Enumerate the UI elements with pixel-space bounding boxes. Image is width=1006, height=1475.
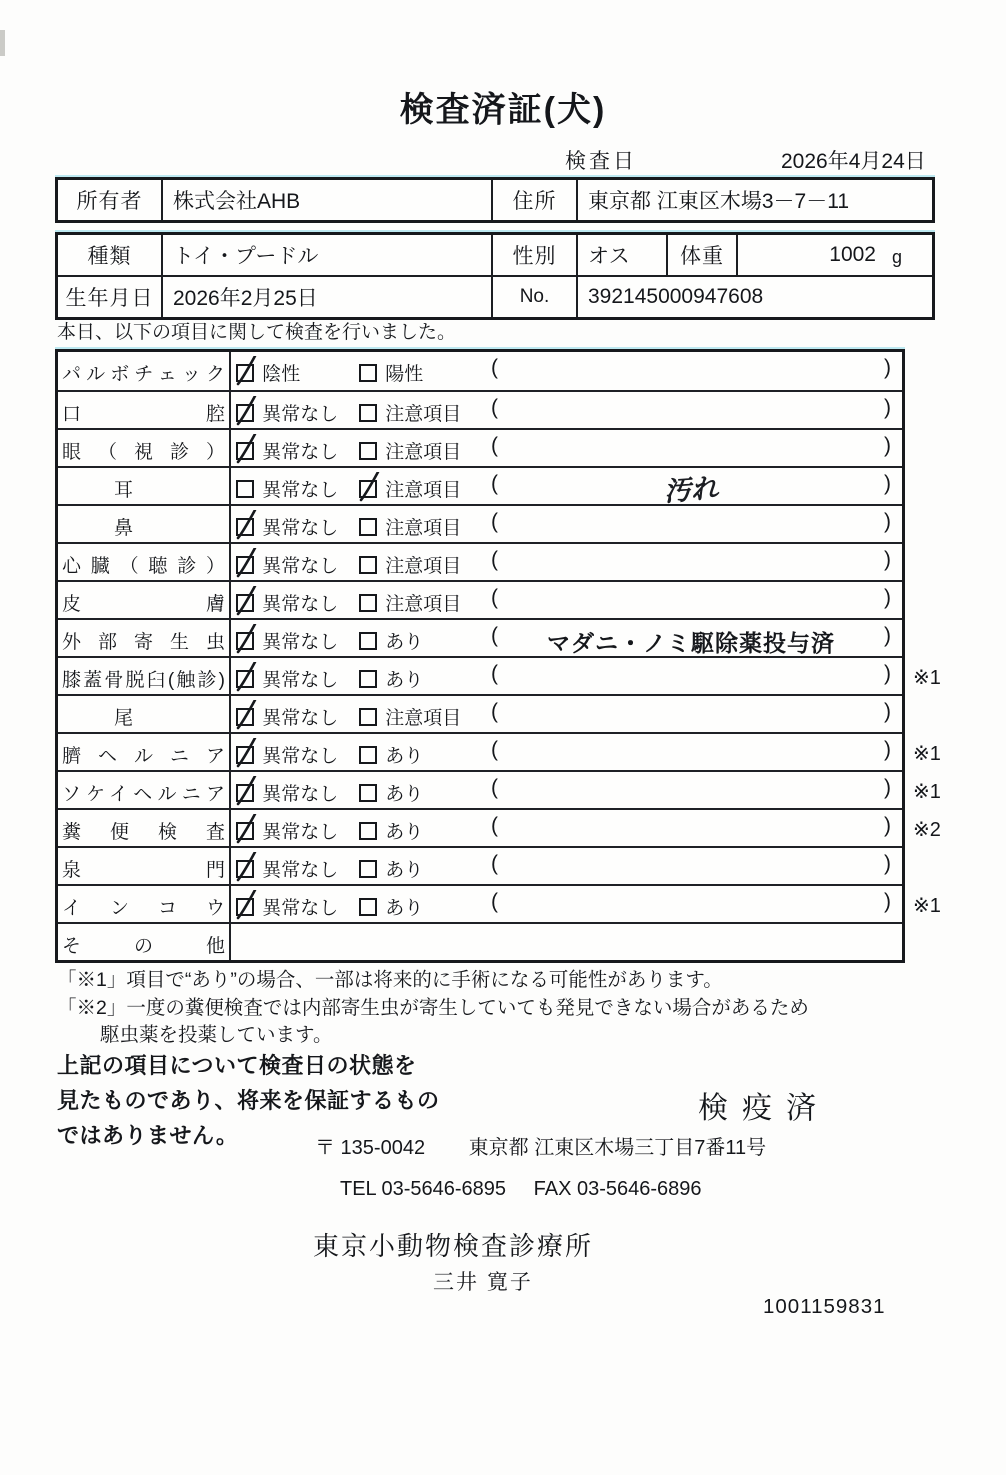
option-1-label: 異常なし bbox=[262, 594, 339, 615]
checklist-item-body bbox=[231, 544, 902, 580]
checkbox-icon bbox=[236, 708, 254, 726]
checkbox-icon bbox=[236, 860, 254, 878]
checkbox-icon bbox=[236, 784, 254, 802]
intro-text: 本日、以下の項目に関して検査を行いました。 bbox=[57, 322, 457, 343]
birthdate-number-row bbox=[58, 275, 932, 317]
open-paren: ( bbox=[491, 624, 498, 647]
option-2-label: 注意項目 bbox=[385, 708, 462, 729]
option-1-label: 異常なし bbox=[262, 822, 339, 843]
close-paren: ) bbox=[884, 662, 891, 685]
checklist-option-1 bbox=[236, 741, 338, 768]
close-paren: ) bbox=[884, 852, 891, 875]
option-1-label: 陰性 bbox=[262, 364, 301, 385]
checklist-row bbox=[58, 542, 902, 580]
result-parenthetical bbox=[491, 510, 891, 534]
checkbox-icon bbox=[236, 556, 254, 574]
checklist-item-label: 耳 bbox=[58, 468, 231, 504]
checklist-item-label: 眼（視診） bbox=[58, 430, 231, 466]
checklist-item-label: インコウ bbox=[58, 886, 231, 922]
clinic-phone-line bbox=[340, 1178, 702, 1201]
checkbox-icon bbox=[236, 364, 254, 382]
checkbox-icon bbox=[359, 860, 377, 878]
checklist-option-2 bbox=[359, 399, 461, 426]
checklist-option-2 bbox=[359, 589, 461, 616]
open-paren: ( bbox=[491, 356, 498, 379]
checkmark-icon bbox=[235, 662, 259, 694]
checkbox-icon bbox=[359, 480, 377, 498]
reference-mark: ※1 bbox=[913, 781, 941, 803]
checklist-row bbox=[58, 922, 902, 960]
option-1-label: 異常なし bbox=[262, 632, 339, 653]
result-parenthetical bbox=[491, 586, 891, 610]
owner-row bbox=[58, 180, 932, 220]
open-paren: ( bbox=[491, 472, 498, 495]
footnote-2-line-1: 「※2」一度の糞便検査では内部寄生虫が寄生していても発見できない場合があるため bbox=[57, 997, 809, 1019]
checklist-item-label: 泉門 bbox=[58, 848, 231, 884]
checklist-item-label: 外部寄生虫 bbox=[58, 620, 231, 656]
open-paren: ( bbox=[491, 700, 498, 723]
checkbox-icon bbox=[359, 822, 377, 840]
checklist-option-2 bbox=[359, 627, 423, 654]
open-paren: ( bbox=[491, 776, 498, 799]
checklist-option-2 bbox=[359, 513, 461, 540]
veterinarian-name: 三井 寛子 bbox=[433, 1271, 533, 1294]
result-parenthetical bbox=[491, 852, 891, 876]
checklist-item-body bbox=[231, 658, 941, 694]
option-1-label: 異常なし bbox=[262, 670, 339, 691]
quarantine-stamp: 検疫済 bbox=[698, 1092, 830, 1125]
checklist-option-2 bbox=[359, 779, 423, 806]
breed-sex-weight-row bbox=[58, 235, 932, 275]
close-paren: ) bbox=[884, 510, 891, 533]
checklist-row bbox=[58, 808, 941, 846]
option-1-label: 異常なし bbox=[262, 518, 339, 539]
checklist-option-2 bbox=[359, 741, 423, 768]
disclaimer-line-1: 上記の項目について検査日の状態を bbox=[57, 1053, 417, 1078]
checkbox-icon bbox=[236, 670, 254, 688]
checkmark-icon bbox=[235, 700, 259, 732]
close-paren: ) bbox=[884, 624, 891, 647]
owner-table bbox=[55, 177, 935, 223]
checklist-item-body bbox=[231, 924, 902, 960]
option-2-label: 陽性 bbox=[385, 364, 424, 385]
checkmark-icon bbox=[235, 738, 259, 770]
result-parenthetical bbox=[491, 814, 891, 838]
option-1-label: 異常なし bbox=[262, 746, 339, 767]
open-paren: ( bbox=[491, 510, 498, 533]
close-paren: ) bbox=[884, 814, 891, 837]
checkbox-icon bbox=[359, 632, 377, 650]
checkbox-icon bbox=[359, 746, 377, 764]
checkmark-icon bbox=[235, 776, 259, 808]
reference-mark: ※1 bbox=[913, 667, 941, 689]
checklist-item-body bbox=[231, 506, 902, 542]
checklist-item-label: ソケイヘルニア bbox=[58, 772, 231, 808]
checklist-item-body bbox=[231, 620, 902, 656]
option-2-label: あり bbox=[385, 860, 424, 881]
checkmark-icon bbox=[235, 356, 259, 388]
disclaimer-line-3: ではありません。 bbox=[57, 1123, 239, 1148]
checklist-row bbox=[58, 732, 941, 770]
checkmark-icon bbox=[235, 890, 259, 922]
checklist-option-2 bbox=[359, 817, 423, 844]
serial-number: 1001159831 bbox=[763, 1295, 886, 1318]
checklist-option-1 bbox=[236, 551, 338, 578]
option-1-label: 異常なし bbox=[262, 898, 339, 919]
checklist-option-1 bbox=[236, 399, 338, 426]
checklist-row bbox=[58, 390, 902, 428]
checklist-item-body bbox=[231, 352, 902, 390]
checklist-row bbox=[58, 504, 902, 542]
checklist-item-body bbox=[231, 886, 941, 922]
checkbox-icon bbox=[359, 784, 377, 802]
checklist-option-1 bbox=[236, 665, 338, 692]
result-text: 汚れ bbox=[662, 473, 719, 508]
checklist-row bbox=[58, 884, 941, 922]
clinic-tel: TEL 03-5646-6895 bbox=[340, 1178, 507, 1200]
option-1-label: 異常なし bbox=[262, 708, 339, 729]
option-2-label: 注意項目 bbox=[385, 518, 462, 539]
checklist-item-body bbox=[231, 392, 902, 428]
checklist-item-body bbox=[231, 468, 902, 508]
checklist-row bbox=[58, 466, 902, 508]
close-paren: ) bbox=[884, 738, 891, 761]
pet-info-table bbox=[55, 232, 935, 320]
checklist-option-2 bbox=[359, 893, 423, 920]
option-1-label: 異常なし bbox=[262, 556, 339, 577]
checkbox-icon bbox=[236, 442, 254, 460]
option-2-label: 注意項目 bbox=[385, 442, 462, 463]
checklist-item-body bbox=[231, 734, 941, 770]
weight-unit: g bbox=[891, 246, 902, 267]
reference-mark: ※1 bbox=[913, 743, 941, 765]
checkmark-icon bbox=[235, 814, 259, 846]
checklist-option-2 bbox=[359, 359, 423, 386]
checklist-item-label: 糞便検査 bbox=[58, 810, 231, 846]
option-2-label: あり bbox=[385, 898, 424, 919]
checklist-row bbox=[58, 428, 902, 466]
option-2-label: あり bbox=[385, 746, 424, 767]
close-paren: ) bbox=[884, 434, 891, 457]
result-text: マダニ・ノミ駆除薬投与済 bbox=[547, 630, 835, 656]
checklist-option-1 bbox=[236, 703, 338, 730]
checklist-row bbox=[58, 694, 902, 732]
weight-label-cell: 体重 bbox=[666, 235, 736, 275]
checkbox-icon bbox=[359, 708, 377, 726]
close-paren: ) bbox=[884, 396, 891, 419]
checklist-item-body bbox=[231, 810, 941, 846]
postal-code: 〒 135-0042 bbox=[315, 1137, 426, 1159]
result-parenthetical bbox=[491, 662, 891, 686]
checkmark-icon bbox=[235, 852, 259, 884]
checkmark-icon bbox=[235, 434, 259, 466]
checkbox-icon bbox=[236, 480, 254, 498]
open-paren: ( bbox=[491, 548, 498, 571]
close-paren: ) bbox=[884, 776, 891, 799]
checklist-item-body bbox=[231, 696, 902, 732]
option-2-label: 注意項目 bbox=[385, 594, 462, 615]
checklist-row bbox=[58, 656, 941, 694]
checklist-item-label: 尾 bbox=[58, 696, 231, 732]
checklist-option-2 bbox=[359, 855, 423, 882]
footnote-2-line-2: 駆虫薬を投薬しています。 bbox=[100, 1024, 333, 1046]
checklist-option-2 bbox=[359, 437, 461, 464]
result-parenthetical bbox=[491, 624, 891, 658]
open-paren: ( bbox=[491, 586, 498, 609]
checklist-item-body bbox=[231, 848, 902, 884]
checkbox-icon bbox=[236, 594, 254, 612]
option-2-label: あり bbox=[385, 822, 424, 843]
breed-label-cell: 種類 bbox=[87, 245, 132, 268]
checkbox-icon bbox=[359, 670, 377, 688]
open-paren: ( bbox=[491, 396, 498, 419]
checklist-item-label: その他 bbox=[58, 924, 231, 960]
checklist-option-1 bbox=[236, 359, 300, 386]
result-parenthetical bbox=[491, 548, 891, 572]
checkbox-icon bbox=[359, 898, 377, 916]
option-2-label: あり bbox=[385, 632, 424, 653]
checklist-row bbox=[58, 580, 902, 618]
sex-value-cell: オス bbox=[576, 235, 666, 275]
checklist-option-2 bbox=[359, 475, 461, 502]
checkmark-icon bbox=[358, 472, 382, 504]
address-value-cell: 東京都 江東区木場3－7－11 bbox=[576, 180, 932, 220]
checkmark-icon bbox=[235, 510, 259, 542]
option-2-label: 注意項目 bbox=[385, 480, 462, 501]
checklist-item-label: 臍ヘルニア bbox=[58, 734, 231, 770]
option-2-label: 注意項目 bbox=[385, 556, 462, 577]
checklist-option-1 bbox=[236, 589, 338, 616]
clinic-fax: FAX 03-5646-6896 bbox=[533, 1178, 702, 1200]
checklist-item-label: 鼻 bbox=[58, 506, 231, 542]
result-parenthetical bbox=[491, 356, 891, 380]
option-1-label: 異常なし bbox=[262, 480, 339, 501]
result-parenthetical bbox=[491, 776, 891, 800]
checkbox-icon bbox=[359, 404, 377, 422]
checklist-row bbox=[58, 352, 902, 390]
checkbox-icon bbox=[359, 364, 377, 382]
footnote-1: 「※1」項目で“あり”の場合、一部は将来的に手術になる可能性があります。 bbox=[57, 969, 723, 991]
open-paren: ( bbox=[491, 890, 498, 913]
close-paren: ) bbox=[884, 890, 891, 913]
close-paren: ) bbox=[884, 548, 891, 571]
certificate-title: 検査済証(犬) bbox=[399, 91, 607, 129]
reference-mark: ※2 bbox=[913, 819, 941, 841]
owner-label-cell: 所有者 bbox=[76, 190, 143, 213]
option-1-label: 異常なし bbox=[262, 860, 339, 881]
option-1-label: 異常なし bbox=[262, 404, 339, 425]
reference-mark: ※1 bbox=[913, 895, 941, 917]
open-paren: ( bbox=[491, 814, 498, 837]
checklist-row bbox=[58, 846, 902, 884]
close-paren: ) bbox=[884, 472, 891, 495]
checklist-item-label: パルボチェック bbox=[58, 352, 231, 390]
open-paren: ( bbox=[491, 738, 498, 761]
checklist-item-label: 心臓（聴診） bbox=[58, 544, 231, 580]
option-1-label: 異常なし bbox=[262, 784, 339, 805]
checklist-option-1 bbox=[236, 817, 338, 844]
open-paren: ( bbox=[491, 852, 498, 875]
checklist-option-2 bbox=[359, 665, 423, 692]
checkbox-icon bbox=[236, 632, 254, 650]
checkbox-icon bbox=[236, 404, 254, 422]
open-paren: ( bbox=[491, 434, 498, 457]
checkmark-icon bbox=[235, 624, 259, 656]
result-parenthetical bbox=[491, 738, 891, 762]
result-parenthetical bbox=[491, 700, 891, 724]
clinic-postal-address bbox=[315, 1131, 766, 1160]
result-parenthetical bbox=[491, 434, 891, 458]
disclaimer-line-2: 見たものであり、将来を保証するもの bbox=[57, 1088, 440, 1113]
checklist-item-body bbox=[231, 582, 902, 618]
result-parenthetical bbox=[491, 396, 891, 420]
checklist-option-1 bbox=[236, 893, 338, 920]
checklist-option-1 bbox=[236, 475, 338, 502]
result-parenthetical bbox=[491, 890, 891, 914]
birthdate-value-cell: 2026年2月25日 bbox=[161, 277, 491, 317]
close-paren: ) bbox=[884, 700, 891, 723]
checkmark-icon bbox=[235, 586, 259, 618]
option-2-label: あり bbox=[385, 670, 424, 691]
checklist-item-body bbox=[231, 772, 941, 808]
checklist-item-label: 口腔 bbox=[58, 392, 231, 428]
clinic-name: 東京小動物検査診療所 bbox=[313, 1231, 594, 1261]
checkbox-icon bbox=[236, 822, 254, 840]
checkbox-icon bbox=[236, 898, 254, 916]
birthdate-label-cell: 生年月日 bbox=[65, 287, 154, 310]
id-number-value-cell: 392145000947608 bbox=[576, 277, 932, 317]
sex-label-cell: 性別 bbox=[491, 235, 576, 275]
close-paren: ) bbox=[884, 586, 891, 609]
scan-edge-artifact bbox=[0, 30, 5, 56]
checklist-option-1 bbox=[236, 513, 338, 540]
clinic-street-address: 東京都 江東区木場三丁目7番11号 bbox=[468, 1137, 767, 1159]
checklist-option-1 bbox=[236, 437, 338, 464]
checkbox-icon bbox=[236, 746, 254, 764]
checklist-option-1 bbox=[236, 779, 338, 806]
address-label-cell: 住所 bbox=[491, 180, 576, 220]
inspection-date-value: 2026年4月24日 bbox=[781, 150, 926, 173]
option-2-label: 注意項目 bbox=[385, 404, 462, 425]
checklist-row bbox=[58, 770, 941, 808]
weight-number: 1002 bbox=[829, 243, 876, 266]
checklist-option-1 bbox=[236, 627, 338, 654]
checklist-item-label: 膝蓋骨脱臼(触診) bbox=[58, 658, 231, 694]
checklist-option-2 bbox=[359, 703, 461, 730]
id-number-label-cell: No. bbox=[491, 277, 576, 317]
checkbox-icon bbox=[359, 442, 377, 460]
breed-value-cell: トイ・プードル bbox=[161, 235, 491, 275]
checklist-table bbox=[55, 349, 941, 963]
checklist-option-1 bbox=[236, 855, 338, 882]
checkmark-icon bbox=[235, 548, 259, 580]
checkbox-icon bbox=[359, 556, 377, 574]
checkmark-icon bbox=[235, 396, 259, 428]
weight-value-cell bbox=[736, 235, 932, 275]
inspection-date-label: 検査日 bbox=[565, 150, 637, 173]
checklist-item-label: 皮膚 bbox=[58, 582, 231, 618]
checkbox-icon bbox=[236, 518, 254, 536]
checkbox-icon bbox=[359, 594, 377, 612]
option-2-label: あり bbox=[385, 784, 424, 805]
close-paren: ) bbox=[884, 356, 891, 379]
checklist-row bbox=[58, 618, 902, 656]
checkbox-icon bbox=[359, 518, 377, 536]
option-1-label: 異常なし bbox=[262, 442, 339, 463]
open-paren: ( bbox=[491, 662, 498, 685]
checklist-option-2 bbox=[359, 551, 461, 578]
owner-value-cell: 株式会社AHB bbox=[161, 180, 491, 220]
